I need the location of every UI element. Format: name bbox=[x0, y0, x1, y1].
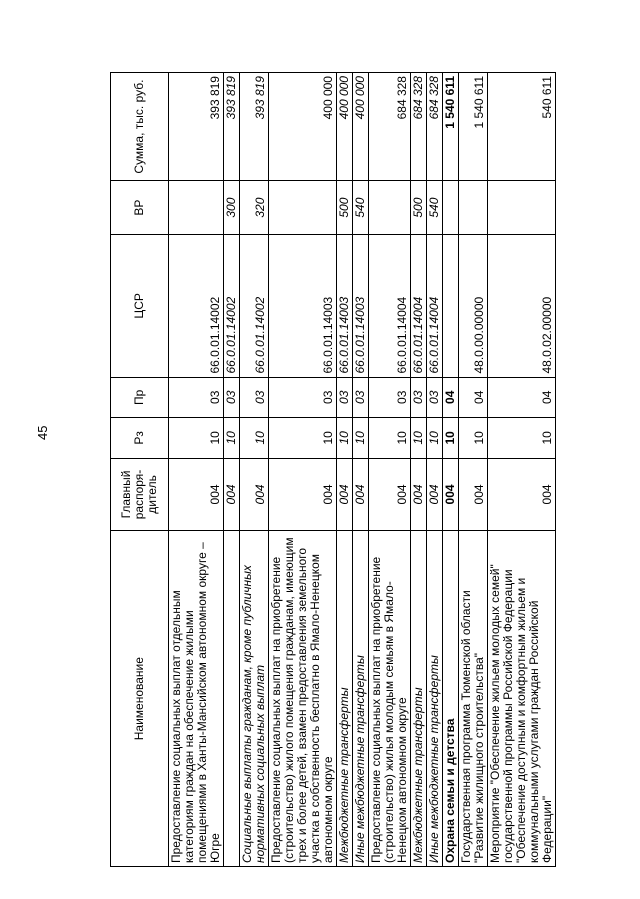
row-target-article: 48.0.00.00000 bbox=[459, 235, 488, 377]
row-target-article: 66.0.01.14003 bbox=[269, 235, 337, 377]
row-main-manager: 004 bbox=[443, 458, 459, 531]
row-subsection: 03 bbox=[224, 377, 240, 418]
row-name: Межбюджетные трансферты bbox=[337, 531, 353, 867]
row-subsection: 04 bbox=[459, 377, 488, 418]
row-target-article: 66.0.01.14004 bbox=[369, 235, 411, 377]
row-name: Предоставление социальных выплат отдельным категориям граждан на обеспечение жилыми помещениями в Ханты-Мансийском автономном округе – Югре bbox=[169, 531, 224, 867]
table-row bbox=[240, 73, 269, 867]
row-sum: 400 000 bbox=[353, 73, 369, 181]
row-sum: 393 819 bbox=[224, 73, 240, 181]
row-target-article: 66.0.01.14002 bbox=[224, 235, 240, 377]
row-subsection: 04 bbox=[488, 377, 556, 418]
row-section: 10 bbox=[369, 418, 411, 459]
row-expense-type: 300 bbox=[224, 181, 240, 235]
row-expense-type bbox=[169, 181, 224, 235]
row-name: Социальные выплаты гражданам, кроме публичных нормативных социальных выплат bbox=[240, 531, 269, 867]
row-section: 10 bbox=[443, 418, 459, 459]
row-subsection: 04 bbox=[443, 377, 459, 418]
header-section: Рз bbox=[111, 418, 169, 459]
table-row bbox=[427, 73, 443, 867]
table-row bbox=[353, 73, 369, 867]
row-sum: 400 000 bbox=[269, 73, 337, 181]
row-sum: 684 328 bbox=[411, 73, 427, 181]
row-expense-type: 500 bbox=[337, 181, 353, 235]
row-subsection: 03 bbox=[369, 377, 411, 418]
row-subsection: 03 bbox=[353, 377, 369, 418]
row-target-article: 66.0.01.14004 bbox=[427, 235, 443, 377]
row-section: 10 bbox=[411, 418, 427, 459]
rotated-page-content bbox=[110, 72, 554, 867]
row-name: Иные межбюджетные трансферты bbox=[353, 531, 369, 867]
row-sum: 393 819 bbox=[240, 73, 269, 181]
table-row bbox=[269, 73, 337, 867]
row-main-manager: 004 bbox=[411, 458, 427, 531]
row-subsection: 03 bbox=[169, 377, 224, 418]
row-subsection: 03 bbox=[337, 377, 353, 418]
page-number: 45 bbox=[35, 425, 50, 440]
row-sum: 400 000 bbox=[337, 73, 353, 181]
row-subsection: 03 bbox=[269, 377, 337, 418]
row-name bbox=[224, 531, 240, 867]
row-section: 10 bbox=[488, 418, 556, 459]
table-row bbox=[488, 73, 556, 867]
header-name: Наименование bbox=[111, 531, 169, 867]
header-sum: Сумма, тыс. руб. bbox=[111, 73, 169, 181]
row-section: 10 bbox=[353, 418, 369, 459]
row-name: Охрана семьи и детства bbox=[443, 531, 459, 867]
row-main-manager: 004 bbox=[427, 458, 443, 531]
row-section: 10 bbox=[427, 418, 443, 459]
row-main-manager: 004 bbox=[353, 458, 369, 531]
table-row bbox=[411, 73, 427, 867]
row-main-manager: 004 bbox=[269, 458, 337, 531]
table-header-row bbox=[111, 73, 169, 867]
row-name: Предоставление социальных выплат на приобретение (строительство) жилья молодым семьям в Ямало-Ненецком автономном округе bbox=[369, 531, 411, 867]
table-row bbox=[169, 73, 224, 867]
row-expense-type bbox=[443, 181, 459, 235]
row-expense-type: 500 bbox=[411, 181, 427, 235]
table-row bbox=[443, 73, 459, 867]
row-sum: 1 540 611 bbox=[459, 73, 488, 181]
table-row bbox=[459, 73, 488, 867]
row-name: Межбюджетные трансферты bbox=[411, 531, 427, 867]
row-section: 10 bbox=[269, 418, 337, 459]
row-target-article: 48.0.02.00000 bbox=[488, 235, 556, 377]
row-main-manager: 004 bbox=[488, 458, 556, 531]
row-main-manager: 004 bbox=[240, 458, 269, 531]
row-sum: 684 328 bbox=[369, 73, 411, 181]
row-target-article: 66.0.01.14004 bbox=[411, 235, 427, 377]
row-section: 10 bbox=[169, 418, 224, 459]
row-name: Иные межбюджетные трансферты bbox=[427, 531, 443, 867]
row-subsection: 03 bbox=[411, 377, 427, 418]
header-target-article: ЦСР bbox=[111, 235, 169, 377]
row-section: 10 bbox=[459, 418, 488, 459]
row-expense-type bbox=[459, 181, 488, 235]
row-sum: 540 611 bbox=[488, 73, 556, 181]
row-name: Мероприятие "Обеспечение жильем молодых семей" государственной программы Российской Федерации "Обеспечение доступным и комфортным жильем и коммунальными услугами граждан Российской Федерации" bbox=[488, 531, 556, 867]
budget-table bbox=[110, 72, 556, 867]
row-main-manager: 004 bbox=[169, 458, 224, 531]
row-section: 10 bbox=[240, 418, 269, 459]
header-main-manager: Главный распоря-дитель bbox=[111, 458, 169, 531]
header-expense-type: ВР bbox=[111, 181, 169, 235]
row-expense-type: 320 bbox=[240, 181, 269, 235]
table-row bbox=[337, 73, 353, 867]
row-subsection: 03 bbox=[427, 377, 443, 418]
row-main-manager: 004 bbox=[224, 458, 240, 531]
row-sum: 1 540 611 bbox=[443, 73, 459, 181]
row-target-article: 66.0.01.14003 bbox=[337, 235, 353, 377]
row-sum: 684 328 bbox=[427, 73, 443, 181]
row-name: Государственная программа Тюменской области "Развитие жилищного строительства" bbox=[459, 531, 488, 867]
row-expense-type: 540 bbox=[427, 181, 443, 235]
row-section: 10 bbox=[337, 418, 353, 459]
row-main-manager: 004 bbox=[459, 458, 488, 531]
row-main-manager: 004 bbox=[369, 458, 411, 531]
row-target-article: 66.0.01.14002 bbox=[240, 235, 269, 377]
row-target-article bbox=[443, 235, 459, 377]
header-subsection: Пр bbox=[111, 377, 169, 418]
table-row bbox=[224, 73, 240, 867]
row-section: 10 bbox=[224, 418, 240, 459]
row-main-manager: 004 bbox=[337, 458, 353, 531]
row-expense-type: 540 bbox=[353, 181, 369, 235]
row-target-article: 66.0.01.14003 bbox=[353, 235, 369, 377]
row-expense-type bbox=[369, 181, 411, 235]
row-target-article: 66.0.01.14002 bbox=[169, 235, 224, 377]
table-row bbox=[369, 73, 411, 867]
row-expense-type bbox=[488, 181, 556, 235]
row-sum: 393 819 bbox=[169, 73, 224, 181]
row-expense-type bbox=[269, 181, 337, 235]
row-subsection: 03 bbox=[240, 377, 269, 418]
row-name: Предоставление социальных выплат на приобретение (строительство) жилого помещения гражданам, имеющим трех и более детей, взамен предоставления земельного участка в собственность бесплатно в Ямало-Ненецком автономном округе bbox=[269, 531, 337, 867]
